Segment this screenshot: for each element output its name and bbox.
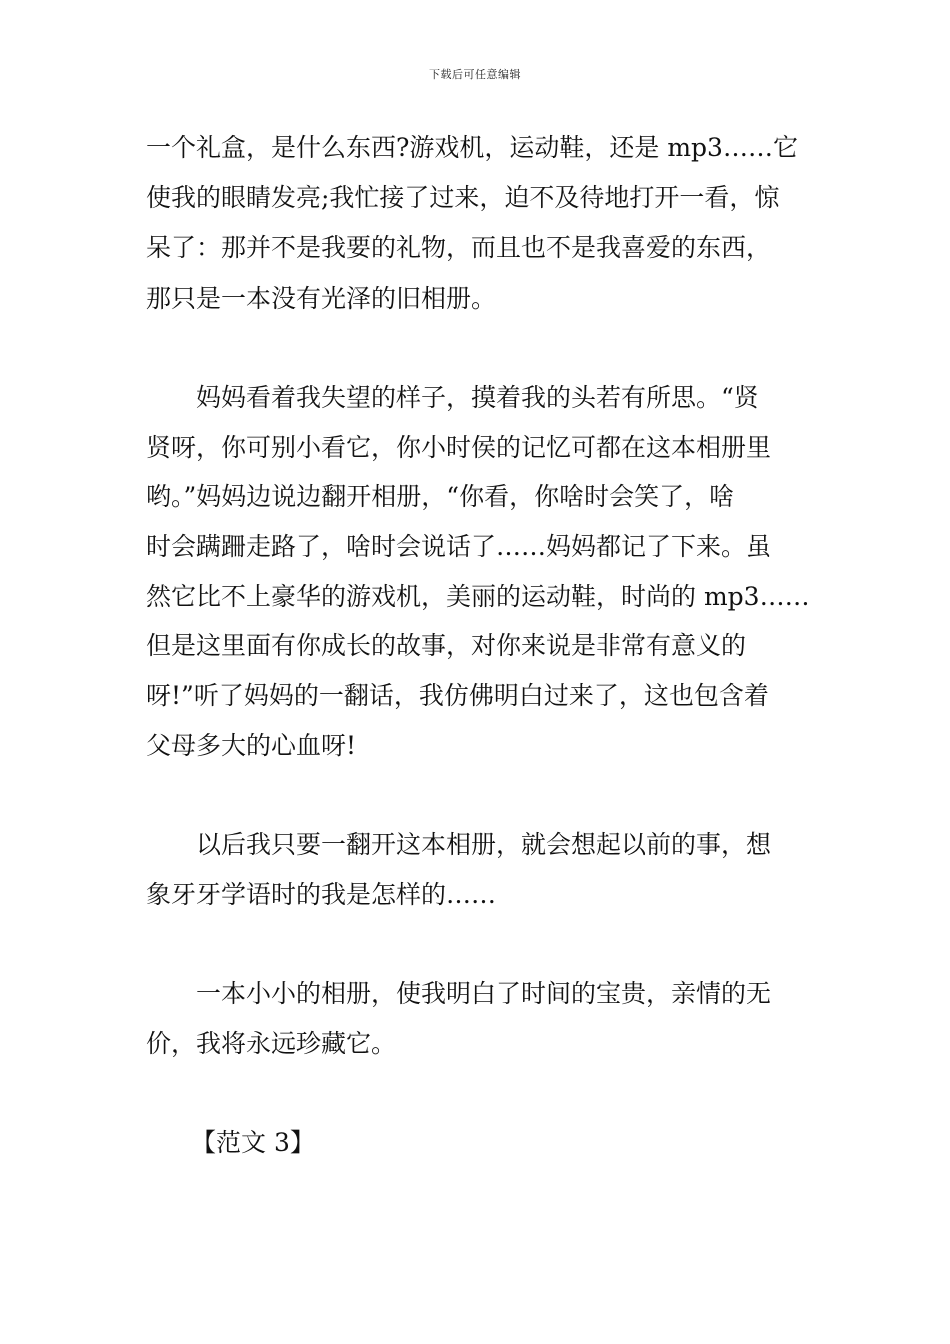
section-heading: 【范文 3】 xyxy=(191,1128,315,1157)
paragraph-1-line-2: 使我的眼睛发亮;我忙接了过来，迫不及待地打开一看，惊 xyxy=(146,183,780,212)
paragraph-1-line-1: 一个礼盒，是什么东西?游戏机，运动鞋，还是 mp3……它 xyxy=(146,133,798,162)
paragraph-2-line-1: 妈妈看着我失望的样子，摸着我的头若有所思。“贤 xyxy=(196,383,759,412)
paragraph-2-line-2: 贤呀，你可别小看它，你小时侯的记忆可都在这本相册里 xyxy=(146,433,772,462)
page-header: 下载后可任意编辑 xyxy=(429,68,521,81)
paragraph-3-line-1: 以后我只要一翻开这本相册，就会想起以前的事，想 xyxy=(196,830,772,859)
paragraph-2-line-3: 哟。”妈妈边说边翻开相册，“你看，你啥时会笑了，啥 xyxy=(146,482,735,511)
paragraph-2-line-4: 时会蹒跚走路了，啥时会说话了……妈妈都记了下来。虽 xyxy=(146,532,772,561)
paragraph-2-line-6: 但是这里面有你成长的故事，对你来说是非常有意义的 xyxy=(146,631,747,660)
paragraph-4-line-2: 价，我将永远珍藏它。 xyxy=(146,1029,397,1058)
paragraph-2-line-7: 呀!”听了妈妈的一翻话，我仿佛明白过来了，这也包含着 xyxy=(146,681,769,710)
paragraph-2-line-8: 父母多大的心血呀! xyxy=(146,731,357,760)
paragraph-2-line-5: 然它比不上豪华的游戏机，美丽的运动鞋，时尚的 mp3…… xyxy=(146,582,810,611)
paragraph-4-line-1: 一本小小的相册，使我明白了时间的宝贵，亲情的无 xyxy=(196,979,772,1008)
paragraph-1-line-4: 那只是一本没有光泽的旧相册。 xyxy=(146,284,497,313)
paragraph-1-line-3: 呆了：那并不是我要的礼物，而且也不是我喜爱的东西， xyxy=(146,233,772,262)
paragraph-3-line-2: 象牙牙学语时的我是怎样的…… xyxy=(146,880,497,909)
